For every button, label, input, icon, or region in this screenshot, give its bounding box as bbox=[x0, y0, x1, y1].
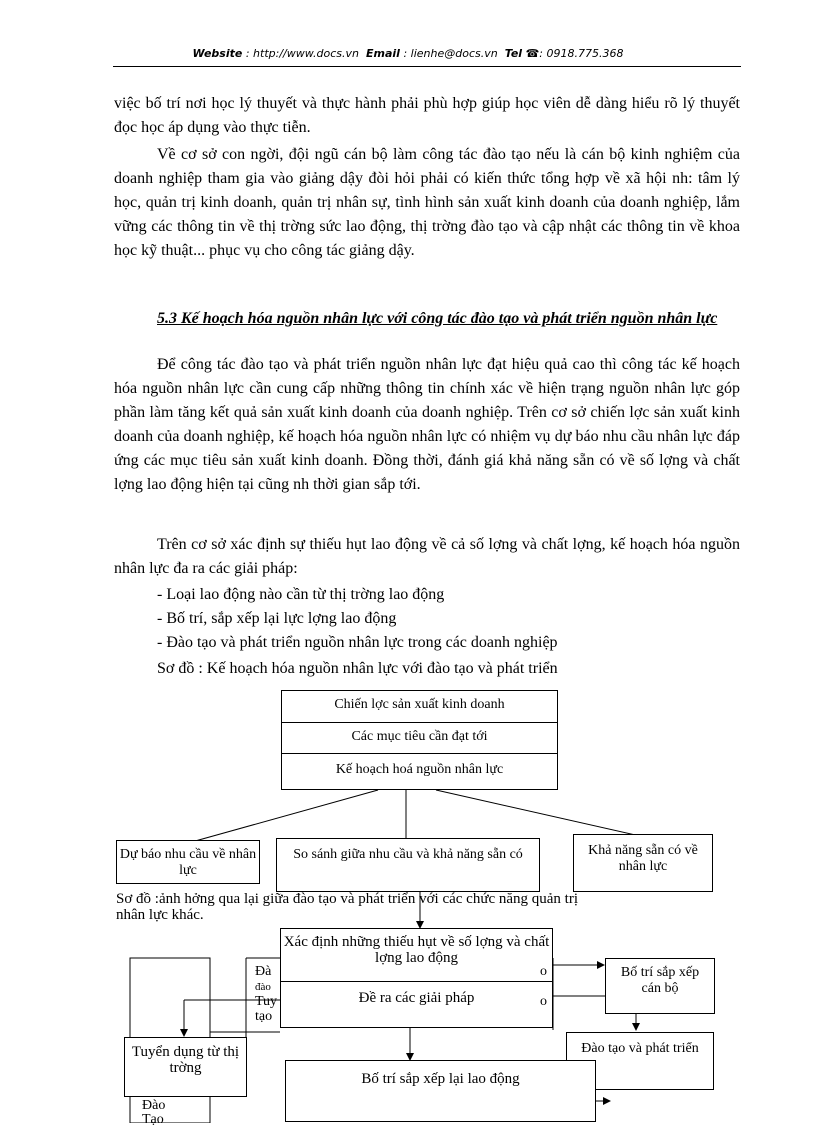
paragraph-3: Để công tác đào tạo và phát triển nguồn nhân lực đạt hiệu quả cao thì công tác kế hoạch hóa nguồn nhân lực cần cung cấp những thông tin chính xác về hiện trạng nguồn nhân lực góp phần làm tăng kết quả sản xuất kinh doanh của doanh nghiệp. Trên cơ sở chiến lợc sản xuất kinh doanh của doanh nghiệp, kế hoạch hóa nguồn nhân lực có nhiệm vụ dự báo nhu cầu nhân lực đáp ứng các mục tiêu sản xuất kinh doanh. Đồng thời, đánh giá khả năng sẵn có về số lợng và chất lợng lao động hiện tại cũng nh thời gian sắp tới. bbox=[114, 356, 740, 493]
fragment-text: đào bbox=[255, 981, 271, 993]
rearrange-labor-box: Bố trí sắp xếp lại lao động bbox=[285, 1060, 596, 1122]
fragment-text: Đào bbox=[142, 1098, 166, 1113]
strategy-box: Chiến lợc sản xuất kinh doanh bbox=[334, 697, 505, 712]
connector-line bbox=[436, 790, 640, 836]
hr-planning-box: Kế hoạch hoá nguồn nhân lực bbox=[282, 753, 557, 789]
paragraph-4: Trên cơ sở xác định sự thiếu hụt lao động về cả số lợng và chất lợng, kế hoạch hóa nguồn nhân lực đa ra các giải pháp: bbox=[114, 536, 740, 577]
tel-label: Tel bbox=[504, 47, 523, 60]
fragment-text: tạo bbox=[255, 1009, 273, 1024]
shortage-box: Xác định những thiếu hụt về số lợng và chất lợng lao động bbox=[283, 934, 550, 966]
email-value: : lienhe@docs.vn bbox=[403, 47, 498, 60]
fragment-text: o bbox=[540, 994, 547, 1009]
objectives-box: Các mục tiêu cần đạt tới bbox=[282, 722, 557, 753]
website-value: : http://www.docs.vn bbox=[245, 47, 360, 60]
diagram-caption: Sơ đồ : Kế hoạch hóa nguồn nhân lực với đào tạo và phát triển bbox=[157, 660, 558, 677]
connector-line bbox=[188, 790, 378, 843]
reassign-staff-box: Bố trí sắp xếp cán bộ bbox=[605, 958, 715, 1014]
section-title: 5.3 Kế hoạch hóa nguồn nhân lực với công tác đào tạo và phát triển nguồn nhân lực bbox=[157, 310, 718, 327]
list-item: - Loại lao động nào cần từ thị trờng lao động bbox=[157, 586, 445, 603]
fragment-text: o bbox=[540, 964, 547, 979]
list-item: - Bố trí, sắp xếp lại lực lợng lao động bbox=[157, 610, 397, 627]
overlap-caption-line2: nhân lực khác. bbox=[116, 907, 204, 923]
compare-box: So sánh giữa nhu cầu và khả năng sẵn có bbox=[276, 838, 540, 892]
availability-box: Khả năng sẵn có về nhân lực bbox=[573, 834, 713, 892]
train-develop-box: Đào tạo và phát triển bbox=[566, 1032, 714, 1090]
website-label: Website bbox=[192, 47, 243, 60]
paragraph-2: Về cơ sở con ngời, đội ngũ cán bộ làm công tác đào tạo nếu là cán bộ kinh nghiệm của doanh nghiệp tham gia vào giảng dậy đòi hỏi phải có kiến thức tổng hợp về xã hội nh: tâm lý học, quản trị kinh doanh, quản trị nhân sự, tình hình sản xuất kinh doanh của doanh nghiệp, lắm vững các thông tin về thị trờng sức lao động, thị trờng đào tạo và cập nhật các thông tin về khoa học kỹ thuật... phục vụ cho công tác giảng dậy. bbox=[114, 146, 740, 259]
fragment-text: Đà bbox=[255, 964, 272, 979]
list-item: - Đào tạo và phát triển nguồn nhân lực trong các doanh nghiệp bbox=[157, 634, 558, 651]
paragraph-1: việc bố trí nơi học lý thuyết và thực hành phải phù hợp giúp học viên dễ dàng hiểu rõ lý thuyết đọc học áp dụng vào thực tiễn. bbox=[114, 95, 740, 136]
fragment-text: Tuy bbox=[255, 994, 278, 1009]
shortage-stack bbox=[280, 928, 553, 1028]
email-label: Email bbox=[366, 47, 400, 60]
fragment-text: Tạo bbox=[142, 1112, 164, 1127]
phone-icon: ☎ bbox=[525, 47, 540, 60]
recruit-box: Tuyển dụng từ thị trờng bbox=[124, 1037, 247, 1097]
forecast-box: Dự báo nhu cầu về nhân lực bbox=[116, 840, 260, 884]
tel-value: : 0918.775.368 bbox=[539, 47, 624, 60]
solutions-box: Đề ra các giải pháp bbox=[281, 981, 552, 1027]
overlap-caption-line1: Sơ đồ :ảnh hởng qua lại giữa đào tạo và phát triển với các chức năng quản trị bbox=[116, 891, 579, 907]
top-plan-stack bbox=[281, 690, 558, 790]
